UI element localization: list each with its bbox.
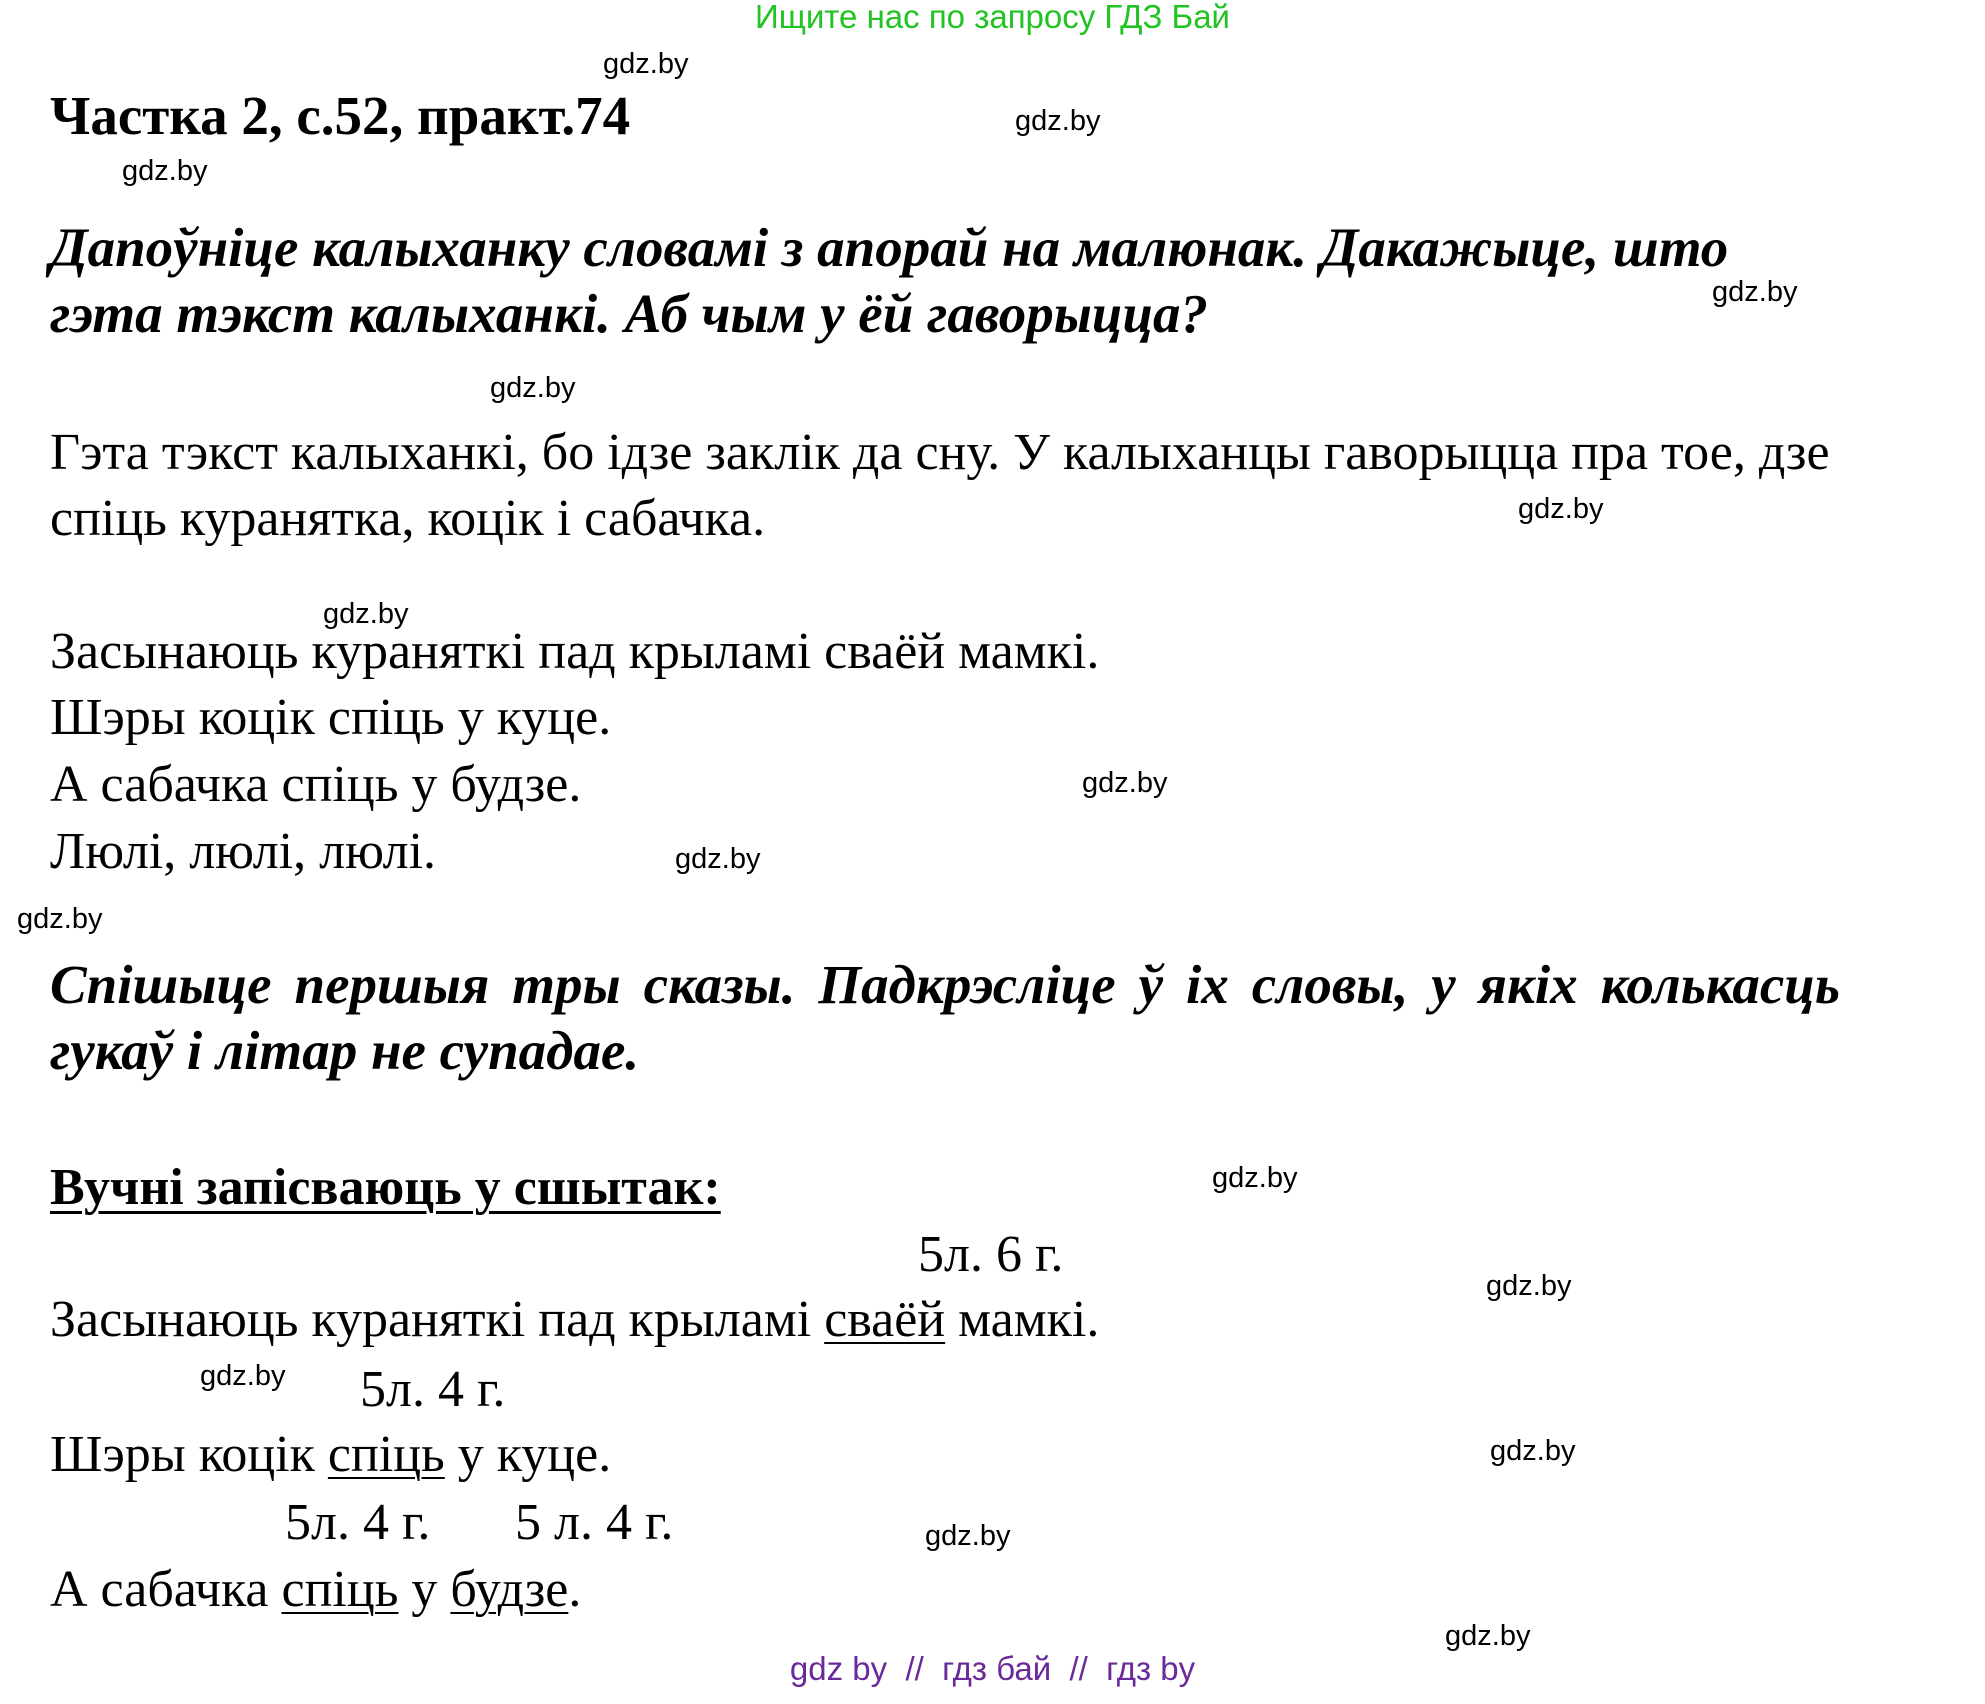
poem-line: Засынаюць кураняткі пад крыламі сваёй мамкі.: [50, 623, 1100, 680]
watermark: gdz.by: [323, 598, 409, 630]
watermark: gdz.by: [1486, 1270, 1572, 1302]
poem-line: Люлі, люлі, люлі.: [50, 823, 437, 880]
poem-line: Шэры коцік спіць у куце.: [50, 689, 612, 746]
footer-links: gdz by // гдз бай // гдз by: [789, 1650, 1196, 1687]
sentence-2: [50, 1425, 611, 1484]
watermark: gdz.by: [1518, 493, 1604, 525]
watermark: gdz.by: [1212, 1162, 1298, 1194]
page-title: Частка 2, с.52, практ.74: [50, 85, 631, 146]
task-instruction-1: Дапоўніце калыханку словамі з апорай на малюнак. Дакажыце, што гэта тэкст калыханкі. Аб чым у ёй гаворыцца?: [50, 217, 1729, 344]
letter-sound-count: 5 л. 4 г.: [515, 1494, 674, 1551]
sentence-text: мамкі.: [945, 1291, 1100, 1348]
letter-sound-count: 5л. 4 г.: [360, 1361, 506, 1418]
sentence-text: у: [398, 1561, 451, 1618]
watermark: gdz.by: [925, 1520, 1011, 1552]
watermark: gdz.by: [200, 1360, 286, 1392]
sentence-text: А сабачка: [50, 1561, 282, 1618]
sentence-text: Шэры коцік: [50, 1426, 328, 1483]
watermark: gdz.by: [1445, 1620, 1531, 1652]
watermark: gdz.by: [1490, 1435, 1576, 1467]
watermark: gdz.by: [122, 155, 208, 187]
watermark: gdz.by: [675, 843, 761, 875]
letter-sound-count: 5л. 6 г.: [918, 1226, 1064, 1283]
sentence-text: .: [568, 1561, 582, 1618]
sentence-text: у куце.: [444, 1426, 612, 1483]
poem-line: А сабачка спіць у будзе.: [50, 756, 582, 813]
sentence-text: Засынаюць кураняткі пад крыламі: [50, 1291, 825, 1348]
watermark: gdz.by: [17, 903, 103, 935]
watermark: gdz.by: [1015, 105, 1101, 137]
watermark: gdz.by: [603, 48, 689, 80]
top-banner: Ищите нас по запросу ГДЗ Бай: [755, 0, 1230, 35]
task-instruction-2: Спішыце першыя тры сказы. Падкрэсліце ў іх словы, у якіх колькасць гукаў і літар не супадае.: [50, 954, 1840, 1081]
sentence-3: [50, 1560, 581, 1619]
watermark: gdz.by: [1082, 767, 1168, 799]
sentence-1: [50, 1290, 1099, 1349]
answer-paragraph: Гэта тэкст калыханкі, бо ідзе заклік да сну. У калыханцы гаворыцца пра тое, дзе спіць куранятка, коцік і сабачка.: [50, 424, 1830, 547]
underlined-word: будзе: [450, 1561, 569, 1618]
underlined-word: спіць: [281, 1561, 399, 1618]
underlined-word: сваёй: [824, 1291, 946, 1348]
watermark: gdz.by: [1712, 276, 1798, 308]
watermark: gdz.by: [490, 372, 576, 404]
notebook-heading: Вучні запісваюць у сшытак:: [50, 1159, 721, 1216]
letter-sound-count: 5л. 4 г.: [285, 1494, 431, 1551]
underlined-word: спіць: [327, 1426, 445, 1483]
